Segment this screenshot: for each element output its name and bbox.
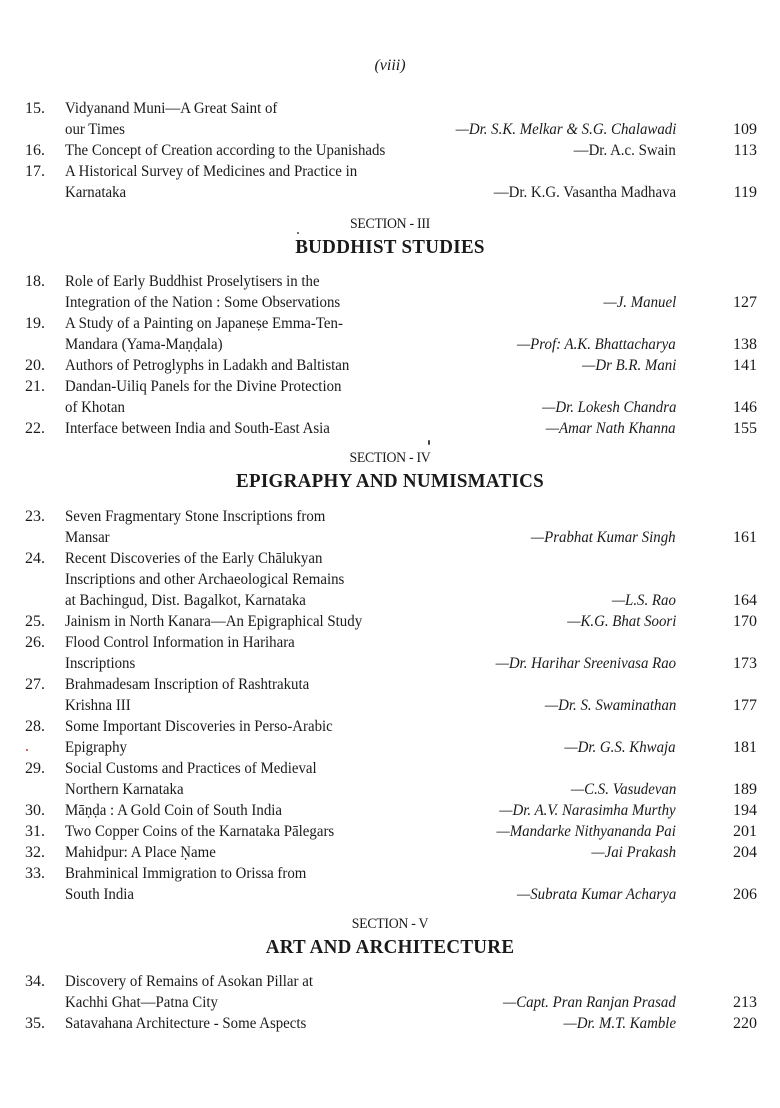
entry-title: Satavahana Architecture - Some Aspects — [65, 1015, 307, 1032]
toc-entry-line — [0, 182, 780, 203]
entry-page: 164 — [733, 592, 757, 609]
entry-number: 25. — [25, 613, 45, 630]
entry-number: 17. — [25, 163, 45, 180]
section-title: EPIGRAPHY AND NUMISMATICS — [236, 470, 544, 492]
toc-entry-line — [0, 98, 780, 119]
entry-number: 24. — [25, 550, 45, 567]
toc-entry-line — [0, 737, 780, 758]
toc-entry-line — [0, 590, 780, 611]
entry-page: 213 — [733, 994, 757, 1011]
entry-title: Dandan-Uiliq Panels for the Divine Protection — [65, 378, 342, 395]
entry-author: —Capt. Pran Ranjan Prasad — [503, 994, 676, 1011]
toc-entry-line — [0, 716, 780, 737]
entry-title: Kachhi Ghat—Patna City — [65, 994, 218, 1011]
entry-title: Recent Discoveries of the Early Chālukyan — [65, 550, 323, 567]
entry-page: 220 — [733, 1015, 757, 1032]
entry-title: at Bachingud, Dist. Bagalkot, Karnataka — [65, 592, 306, 609]
toc-entry-line — [0, 674, 780, 695]
toc-entry-line — [0, 971, 780, 992]
entry-author: —C.S. Vasudevan — [570, 781, 676, 798]
page-number: (viii) — [374, 57, 406, 74]
entry-number: 32. — [25, 844, 45, 861]
entry-title: Role of Early Buddhist Proselytisers in the — [65, 273, 320, 290]
toc-entry-line — [0, 527, 780, 548]
entry-title: Karnataka — [65, 184, 127, 201]
toc-entry-line — [0, 292, 780, 313]
entry-title: Māṇḍa : A Gold Coin of South India — [65, 802, 282, 819]
entry-author: —L.S. Rao — [611, 592, 676, 609]
entry-number: 21. — [25, 378, 45, 395]
entry-page: 194 — [733, 802, 757, 819]
entry-title: Brahminical Immigration to Orissa from — [65, 865, 307, 882]
entry-author: —Dr. A.V. Narasimha Murthy — [499, 802, 676, 819]
entry-author: —Dr B.R. Mani — [581, 357, 676, 374]
section-label: SECTION - III — [350, 216, 430, 232]
entry-title: Social Customs and Practices of Medieval — [65, 760, 317, 777]
entry-number: 20. — [25, 357, 45, 374]
toc-entry-line — [0, 863, 780, 884]
toc-entry-line — [0, 397, 780, 418]
toc-entry-line — [0, 695, 780, 716]
entry-author: —Dr. S. Swaminathan — [544, 697, 676, 714]
entry-number: 35. — [25, 1015, 45, 1032]
entry-title: Krishna III — [65, 697, 131, 714]
section-label: SECTION - V — [351, 916, 429, 932]
entry-title: Mahidpur: A Place Ṇame — [65, 844, 216, 861]
toc-entry-line — [0, 334, 780, 355]
toc-entry-line — [0, 418, 780, 439]
entry-number: 19. — [25, 315, 45, 332]
entry-number: 23. — [25, 508, 45, 525]
entry-title: Integration of the Nation : Some Observations — [65, 294, 341, 311]
entry-number: 26. — [25, 634, 45, 651]
entry-page: 173 — [733, 655, 757, 672]
entry-number: 34. — [25, 973, 45, 990]
entry-number: 29. — [25, 760, 45, 777]
entry-title: our Times — [65, 121, 125, 138]
toc-entry-line — [0, 779, 780, 800]
entry-author: —Subrata Kumar Acharya — [516, 886, 676, 903]
toc-entry-line — [0, 611, 780, 632]
entry-title: Jainism in North Kanara—An Epigraphical Study — [65, 613, 363, 630]
toc-entry-line — [0, 161, 780, 182]
section-title: ART AND ARCHITECTURE — [265, 936, 515, 958]
entry-number: 22. — [25, 420, 45, 437]
entry-page: 138 — [733, 336, 757, 353]
entry-page: 119 — [733, 184, 757, 201]
entry-number: 27. — [25, 676, 45, 693]
entry-title: of Khotan — [65, 399, 125, 416]
entry-author: —Dr. A.c. Swain — [573, 142, 676, 159]
entry-page: 170 — [733, 613, 757, 630]
toc-entry-line — [0, 653, 780, 674]
entry-author: —K.G. Bhat Soori — [566, 613, 676, 630]
entry-page: 177 — [733, 697, 757, 714]
entry-title: Northern Karnataka — [65, 781, 184, 798]
entry-page: 155 — [733, 420, 757, 437]
entry-title: South India — [65, 886, 135, 903]
entry-author: —Jai Prakash — [591, 844, 676, 861]
toc-entry-line — [0, 632, 780, 653]
entry-title: Interface between India and South-East Asia — [65, 420, 330, 437]
print-speck — [428, 440, 430, 445]
entry-author: —J. Manuel — [603, 294, 676, 311]
entry-number: 31. — [25, 823, 45, 840]
entry-page: 161 — [733, 529, 757, 546]
entry-title: Epigraphy — [65, 739, 127, 756]
toc-entry-line — [0, 992, 780, 1013]
entry-title: Mandara (Yama-Maṇḍala) — [65, 336, 223, 353]
entry-author: —Dr. Lokesh Chandra — [541, 399, 676, 416]
toc-entry-line — [0, 548, 780, 569]
toc-entry-line — [0, 884, 780, 905]
entry-title: Two Copper Coins of the Karnataka Pālegars — [65, 823, 335, 840]
entry-title: Vidyanand Muni—A Great Saint of — [65, 100, 278, 117]
entry-page: 141 — [733, 357, 757, 374]
toc-entry-line — [0, 842, 780, 863]
entry-author: —Dr. Harihar Sreenivasa Rao — [495, 655, 676, 672]
toc-entry-line — [0, 271, 780, 292]
entry-page: 189 — [733, 781, 757, 798]
print-speck — [26, 749, 28, 751]
toc-entry-line — [0, 376, 780, 397]
entry-page: 206 — [733, 886, 757, 903]
entry-number: 16. — [25, 142, 45, 159]
entry-author: —Prabhat Kumar Singh — [531, 529, 676, 546]
entry-page: 127 — [733, 294, 757, 311]
entry-number: 28. — [25, 718, 45, 735]
entry-page: 109 — [733, 121, 757, 138]
entry-author: —Prof: A.K. Bhattacharya — [517, 336, 676, 353]
entry-author: —Dr. S.K. Melkar & S.G. Chalawadi — [455, 121, 676, 138]
entry-title: Mansar — [65, 529, 110, 546]
toc-entry-line — [0, 821, 780, 842]
entry-author: —Dr. M.T. Kamble — [563, 1015, 676, 1032]
toc-entry-line — [0, 569, 780, 590]
entry-page: 146 — [733, 399, 757, 416]
entry-title: Inscriptions — [65, 655, 136, 672]
entry-title: The Concept of Creation according to the Upanishads — [65, 142, 386, 159]
entry-title: Flood Control Information in Harihara — [65, 634, 295, 651]
entry-title: Seven Fragmentary Stone Inscriptions from — [65, 508, 326, 525]
section-label: SECTION - IV — [349, 450, 431, 466]
entry-title: Brahmadesam Inscription of Rashtrakuta — [65, 676, 310, 693]
entry-title: Authors of Petroglyphs in Ladakh and Baltistan — [65, 357, 350, 374]
entry-page: 201 — [733, 823, 757, 840]
entry-page: 113 — [733, 142, 757, 159]
entry-author: —Amar Nath Khanna — [546, 420, 676, 437]
entry-number: 15. — [25, 100, 45, 117]
entry-author: —Dr. K.G. Vasantha Madhava — [493, 184, 676, 201]
print-speck — [297, 232, 299, 234]
toc-entry-line — [0, 758, 780, 779]
entry-author: —Mandarke Nithyananda Pai — [496, 823, 676, 840]
toc-entry-line — [0, 1013, 780, 1034]
entry-author: —Dr. G.S. Khwaja — [564, 739, 676, 756]
entry-number: 18. — [25, 273, 45, 290]
toc-entry-line — [0, 119, 780, 140]
section-title: BUDDHIST STUDIES — [295, 236, 485, 258]
entry-title: Discovery of Remains of Asokan Pillar at — [65, 973, 313, 990]
entry-number: 33. — [25, 865, 45, 882]
toc-entry-line — [0, 355, 780, 376]
entry-title: Some Important Discoveries in Perso-Arabic — [65, 718, 333, 735]
entry-title: A Historical Survey of Medicines and Practice in — [65, 163, 358, 180]
toc-entry-line — [0, 800, 780, 821]
entry-number: 30. — [25, 802, 45, 819]
entry-page: 181 — [733, 739, 757, 756]
entry-title: Inscriptions and other Archaeological Remains — [65, 571, 345, 588]
toc-entry-line — [0, 506, 780, 527]
toc-entry-line — [0, 313, 780, 334]
entry-title: A Study of a Painting on Japaneṣe Emma-Ten- — [65, 315, 343, 332]
entry-page: 204 — [733, 844, 757, 861]
toc-entry-line — [0, 140, 780, 161]
